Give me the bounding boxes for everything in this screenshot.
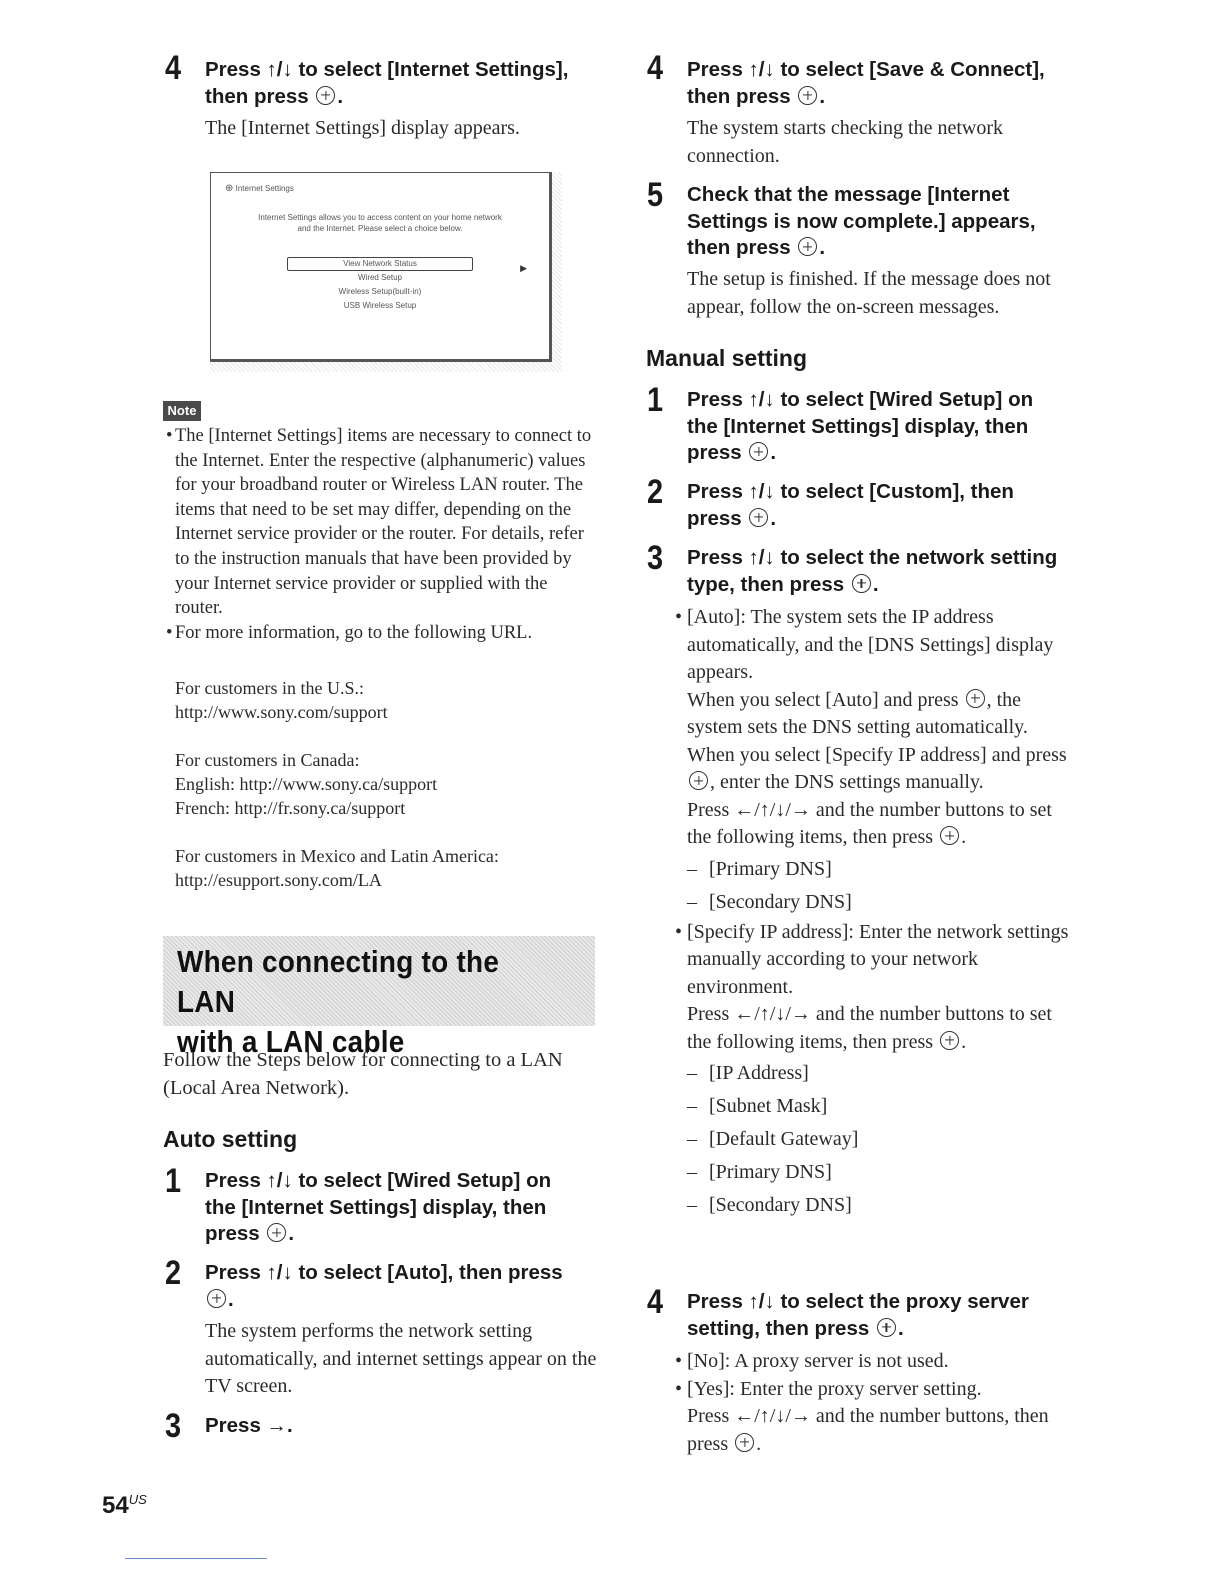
url-link[interactable]: English: http://www.sony.ca/support bbox=[175, 774, 438, 794]
banner-title bbox=[177, 942, 553, 1062]
step-number: 4 bbox=[165, 49, 182, 87]
step-body: The system performs the network setting automatically, and internet settings appear on the TV screen. bbox=[205, 1320, 597, 1397]
dash-item: – [Subnet Mask] bbox=[687, 1090, 1077, 1123]
step-heading bbox=[205, 57, 625, 110]
step-heading-line: Press ↑/↓ to select [Custom], then bbox=[687, 480, 1014, 503]
step-heading-line: Press ↑/↓ to select [Wired Setup] on bbox=[205, 1169, 552, 1192]
dash-item: – [Primary DNS] bbox=[687, 853, 1077, 886]
note-text: The [Internet Settings] items are necessary to connect to the Internet. Enter the respective (alphanumeric) values for your broadband router or Wireless LAN router. The items that need to be set may differ, depending on the Internet service provider or the router. For details, refer to the instruction manuals that have been provided by your Internet service provider or supplied with the router. bbox=[175, 426, 592, 619]
url-label: For customers in Canada: bbox=[175, 750, 360, 770]
step-heading bbox=[687, 545, 1107, 598]
step-heading-line: Press ↑/↓ to select [Auto], then press bbox=[205, 1261, 563, 1284]
step-heading-text: press bbox=[687, 441, 742, 464]
step-number: 3 bbox=[647, 539, 664, 577]
option-text: • [Auto]: The system sets the IP address automatically, and the [DNS Settings] display appears. bbox=[687, 606, 1054, 683]
option-specify-ip bbox=[671, 919, 1077, 1223]
step-heading-line: the [Internet Settings] display, then bbox=[687, 414, 1029, 438]
menu-item-wired-setup[interactable]: Wired Setup bbox=[357, 273, 403, 282]
globe-icon: ⊕ bbox=[225, 183, 234, 194]
step-heading-line: setting, then press . bbox=[687, 1316, 904, 1340]
step-heading-line: Press ↑/↓ to select [Wired Setup] on bbox=[687, 388, 1034, 411]
option-text bbox=[687, 687, 1077, 742]
enter-button-icon bbox=[316, 86, 335, 105]
step-heading bbox=[687, 182, 1097, 262]
enter-button-icon bbox=[735, 1433, 754, 1452]
dash-item: – [Secondary DNS] bbox=[687, 886, 1077, 919]
screen-title-text: Internet Settings bbox=[235, 184, 294, 193]
enter-button-icon bbox=[877, 1318, 896, 1337]
note-bullet bbox=[162, 621, 592, 646]
step-number: 4 bbox=[647, 1283, 664, 1321]
step-heading-text: type, then press bbox=[687, 572, 845, 596]
enter-button-icon bbox=[749, 442, 768, 461]
step-heading-text: then press bbox=[687, 236, 791, 259]
option-text-part: Press ←/↑/↓/→ and the number buttons to set the following items, then press bbox=[687, 1003, 1052, 1053]
footer-rule bbox=[125, 1558, 267, 1559]
step-heading-line: Settings is now complete.] appears, bbox=[687, 209, 1036, 233]
page-number bbox=[102, 1492, 147, 1520]
page-number-value: 54 bbox=[102, 1492, 129, 1519]
enter-button-icon bbox=[267, 1223, 286, 1242]
step-number: 2 bbox=[165, 1254, 182, 1292]
step-number: 4 bbox=[647, 49, 664, 87]
dash-item: – [Default Gateway] bbox=[687, 1123, 1077, 1156]
option-text-part: Press ←/↑/↓/→ and the number buttons, then press bbox=[687, 1405, 1049, 1455]
auto-setting-heading: Auto setting bbox=[163, 1126, 298, 1152]
step-heading-line: Check that the message [Internet bbox=[687, 183, 1010, 206]
enter-button-icon bbox=[749, 508, 768, 527]
enter-button-icon bbox=[852, 574, 871, 593]
enter-button-icon bbox=[798, 237, 817, 256]
enter-button-icon bbox=[689, 771, 708, 790]
note-text: For more information, go to the following URL. bbox=[175, 622, 533, 643]
option-text-part: When you select [Specify IP address] and press bbox=[687, 743, 1067, 766]
step-heading bbox=[205, 1260, 563, 1313]
step-heading-line: press . bbox=[687, 506, 777, 530]
url-link[interactable]: http://www.sony.com/support bbox=[175, 702, 388, 722]
screen-desc: and the Internet. Please select a choice below. bbox=[297, 224, 463, 233]
step-number: 3 bbox=[165, 1407, 182, 1445]
enter-button-icon bbox=[940, 1031, 959, 1050]
step-heading-line: press . bbox=[205, 1222, 295, 1245]
step-heading: Press →. bbox=[205, 1414, 293, 1437]
step-heading-text: press bbox=[687, 506, 742, 530]
manual-setting-heading: Manual setting bbox=[646, 345, 808, 371]
dns-items bbox=[687, 853, 1077, 919]
step-number: 1 bbox=[165, 1162, 182, 1200]
step-heading-text: press bbox=[205, 1222, 260, 1245]
step-heading-line: then press . bbox=[687, 84, 826, 108]
step-heading bbox=[687, 57, 1097, 110]
dash-item: – [IP Address] bbox=[687, 1057, 1077, 1090]
option-text: • [Yes]: Enter the proxy server setting. bbox=[687, 1377, 982, 1400]
step-heading bbox=[205, 1168, 551, 1248]
note-badge: Note bbox=[163, 401, 201, 421]
step-number: 1 bbox=[647, 381, 664, 419]
screen-desc: Internet Settings allows you to access content on your home network bbox=[258, 213, 502, 222]
url-label: For customers in Mexico and Latin America: bbox=[175, 846, 499, 866]
step-heading bbox=[687, 387, 1033, 467]
step-heading-line: Press ↑/↓ to select the proxy server bbox=[687, 1290, 1029, 1313]
option-yes bbox=[671, 1376, 1077, 1459]
menu-item-wireless-setup[interactable]: Wireless Setup(built-in) bbox=[338, 287, 422, 296]
section-banner bbox=[163, 936, 595, 1059]
dash-item: – [Primary DNS] bbox=[687, 1156, 1077, 1189]
step-heading-line: Press ↑/↓ to select [Internet Settings], bbox=[205, 58, 569, 81]
enter-button-icon bbox=[798, 86, 817, 105]
option-text: • [Specify IP address]: Enter the network settings manually according to your network environment. bbox=[687, 920, 1069, 998]
banner-line: When connecting to the LAN bbox=[177, 944, 500, 1019]
network-type-options bbox=[687, 604, 1077, 1222]
step-heading-text: setting, then press bbox=[687, 1316, 870, 1340]
intro-paragraph: Follow the Steps below for connecting to a LAN (Local Area Network). bbox=[163, 1049, 563, 1099]
option-text-part: , enter the DNS settings manually. bbox=[710, 771, 984, 793]
right-arrow-icon: ▶ bbox=[520, 263, 527, 273]
option-text-part: Press ←/↑/↓/→ and the number buttons to set the following items, then press bbox=[687, 798, 1052, 848]
menu-item-view-network-status[interactable]: View Network Status bbox=[287, 257, 473, 271]
url-link[interactable]: French: http://fr.sony.ca/support bbox=[175, 798, 406, 818]
option-text: Press ←/↑/↓/→ and the number buttons to set the following items, then press . bbox=[687, 798, 1052, 848]
url-list bbox=[175, 676, 595, 892]
ip-items bbox=[687, 1057, 1077, 1222]
step-heading bbox=[687, 479, 1014, 532]
url-label: For customers in the U.S.: bbox=[175, 678, 364, 698]
step-body: The setup is finished. If the message does not appear, follow the on-screen messages. bbox=[687, 268, 1051, 318]
enter-button-icon bbox=[966, 689, 985, 708]
url-link[interactable]: http://esupport.sony.com/LA bbox=[175, 870, 382, 890]
banner-line: with a LAN cable bbox=[177, 1024, 405, 1059]
option-no bbox=[671, 1348, 1077, 1376]
screen-title bbox=[225, 183, 294, 194]
step-heading-line: press . bbox=[687, 441, 777, 464]
enter-button-icon bbox=[940, 826, 959, 845]
step-heading-text: then press bbox=[687, 84, 791, 108]
step-heading bbox=[687, 1289, 1029, 1342]
note-section bbox=[162, 424, 592, 645]
page-region-suffix: US bbox=[128, 1492, 147, 1507]
step-heading-text: then press bbox=[205, 84, 309, 108]
step-heading-line: Press ↑/↓ to select [Save & Connect], bbox=[687, 58, 1045, 81]
option-text: [No]: A proxy server is not used. bbox=[687, 1350, 949, 1372]
step-heading-line: Press ↑/↓ to select the network setting bbox=[687, 546, 1058, 569]
enter-button-icon bbox=[207, 1289, 226, 1308]
option-text bbox=[687, 742, 1077, 797]
step-heading-line: . bbox=[205, 1287, 563, 1314]
step-number: 5 bbox=[647, 176, 664, 214]
step-body: The system starts checking the network connection. bbox=[687, 117, 1004, 167]
step-body: The [Internet Settings] display appears. bbox=[205, 117, 520, 139]
step-heading-line: then press . bbox=[205, 84, 344, 108]
internet-settings-screenshot bbox=[210, 172, 552, 362]
option-auto bbox=[671, 604, 1077, 919]
option-text: Press ←/↑/↓/→ and the number buttons, then press . bbox=[687, 1405, 1049, 1455]
option-text: Press ←/↑/↓/→ and the number buttons to set the following items, then press . bbox=[687, 1003, 1052, 1053]
note-bullet bbox=[162, 424, 592, 621]
option-text-part: When you select [Auto] and press bbox=[687, 688, 959, 711]
option-text-part: , the system sets the DNS setting automatically. bbox=[687, 688, 1028, 738]
step-heading-line: the [Internet Settings] display, then bbox=[205, 1195, 547, 1219]
menu-item-usb-wireless-setup[interactable]: USB Wireless Setup bbox=[343, 301, 417, 310]
step-number: 2 bbox=[647, 473, 664, 511]
step-heading-line: then press . bbox=[687, 236, 826, 259]
proxy-options bbox=[687, 1348, 1077, 1458]
dash-item: – [Secondary DNS] bbox=[687, 1189, 1077, 1222]
step-heading-line: type, then press . bbox=[687, 572, 879, 596]
